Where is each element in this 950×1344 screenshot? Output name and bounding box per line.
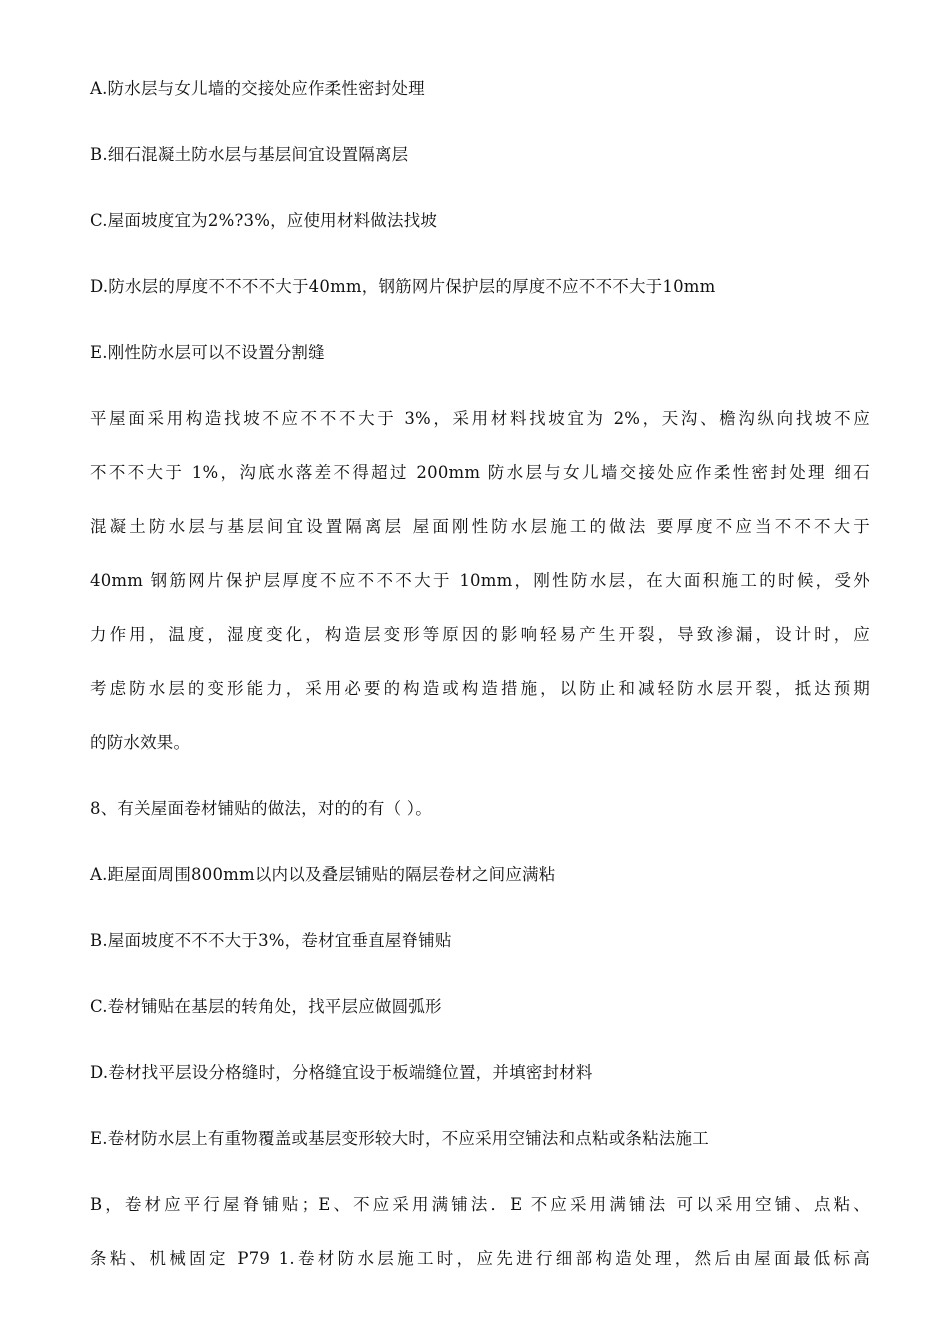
q7-option-e: E.刚性防水层可以不设置分割缝	[90, 343, 325, 362]
q7-explanation-line: 40mm 钢筋网片保护层厚度不应不不不大于 10mm，刚性防水层，在大面积施工的时候，受外	[90, 571, 870, 590]
q7-explanation-line: 平屋面采用构造找坡不应不不不大于 3%，采用材料找坡宜为 2%，天沟、檐沟纵向找坡不应	[90, 409, 870, 428]
q7-option-c: C.屋面坡度宜为2%?3%，应使用材料做法找坡	[90, 211, 438, 230]
q7-explanation-line: 力作用，温度，湿度变化，构造层变形等原因的影响轻易产生开裂，导致渗漏，设计时，应	[90, 625, 870, 644]
q7-option-a: A.防水层与女儿墙的交接处应作柔性密封处理	[90, 79, 425, 98]
q7-explanation-line: 的防水效果。	[90, 733, 191, 752]
q8-explanation-line: 条粘、机械固定 P79 1.卷材防水层施工时，应先进行细部构造处理，然后由屋面最低标高	[90, 1249, 870, 1268]
q7-explanation-line: 混凝土防水层与基层间宜设置隔离层 屋面刚性防水层施工的做法 要厚度不应当不不不大于	[90, 517, 870, 536]
q7-explanation-line: 不不不大于 1%，沟底水落差不得超过 200mm 防水层与女儿墙交接处应作柔性密封处理 细石	[90, 463, 870, 482]
q8-option-a: A.距屋面周围800mm以内以及叠层铺贴的隔层卷材之间应满粘	[90, 865, 556, 884]
q7-explanation-line: 考虑防水层的变形能力，采用必要的构造或构造措施，以防止和减轻防水层开裂，抵达预期	[90, 679, 870, 698]
q8-option-e: E.卷材防水层上有重物覆盖或基层变形较大时，不应采用空铺法和点粘或条粘法施工	[90, 1129, 709, 1148]
q8-option-c: C.卷材铺贴在基层的转角处，找平层应做圆弧形	[90, 997, 442, 1016]
q8-question: 8、有关屋面卷材铺贴的做法，对的的有（ ）。	[90, 799, 432, 818]
q8-option-d: D.卷材找平层设分格缝时，分格缝宜设于板端缝位置，并填密封材料	[90, 1063, 593, 1082]
q8-explanation-line: B，卷材应平行屋脊铺贴；E、不应采用满铺法．E 不应采用满铺法 可以采用空铺、点粘、	[90, 1195, 870, 1214]
q8-option-b: B.屋面坡度不不不大于3%，卷材宜垂直屋脊铺贴	[90, 931, 452, 950]
q7-option-d: D.防水层的厚度不不不不大于40mm，钢筋网片保护层的厚度不应不不不大于10mm	[90, 277, 716, 296]
q7-option-b: B.细石混凝土防水层与基层间宜设置隔离层	[90, 145, 409, 164]
